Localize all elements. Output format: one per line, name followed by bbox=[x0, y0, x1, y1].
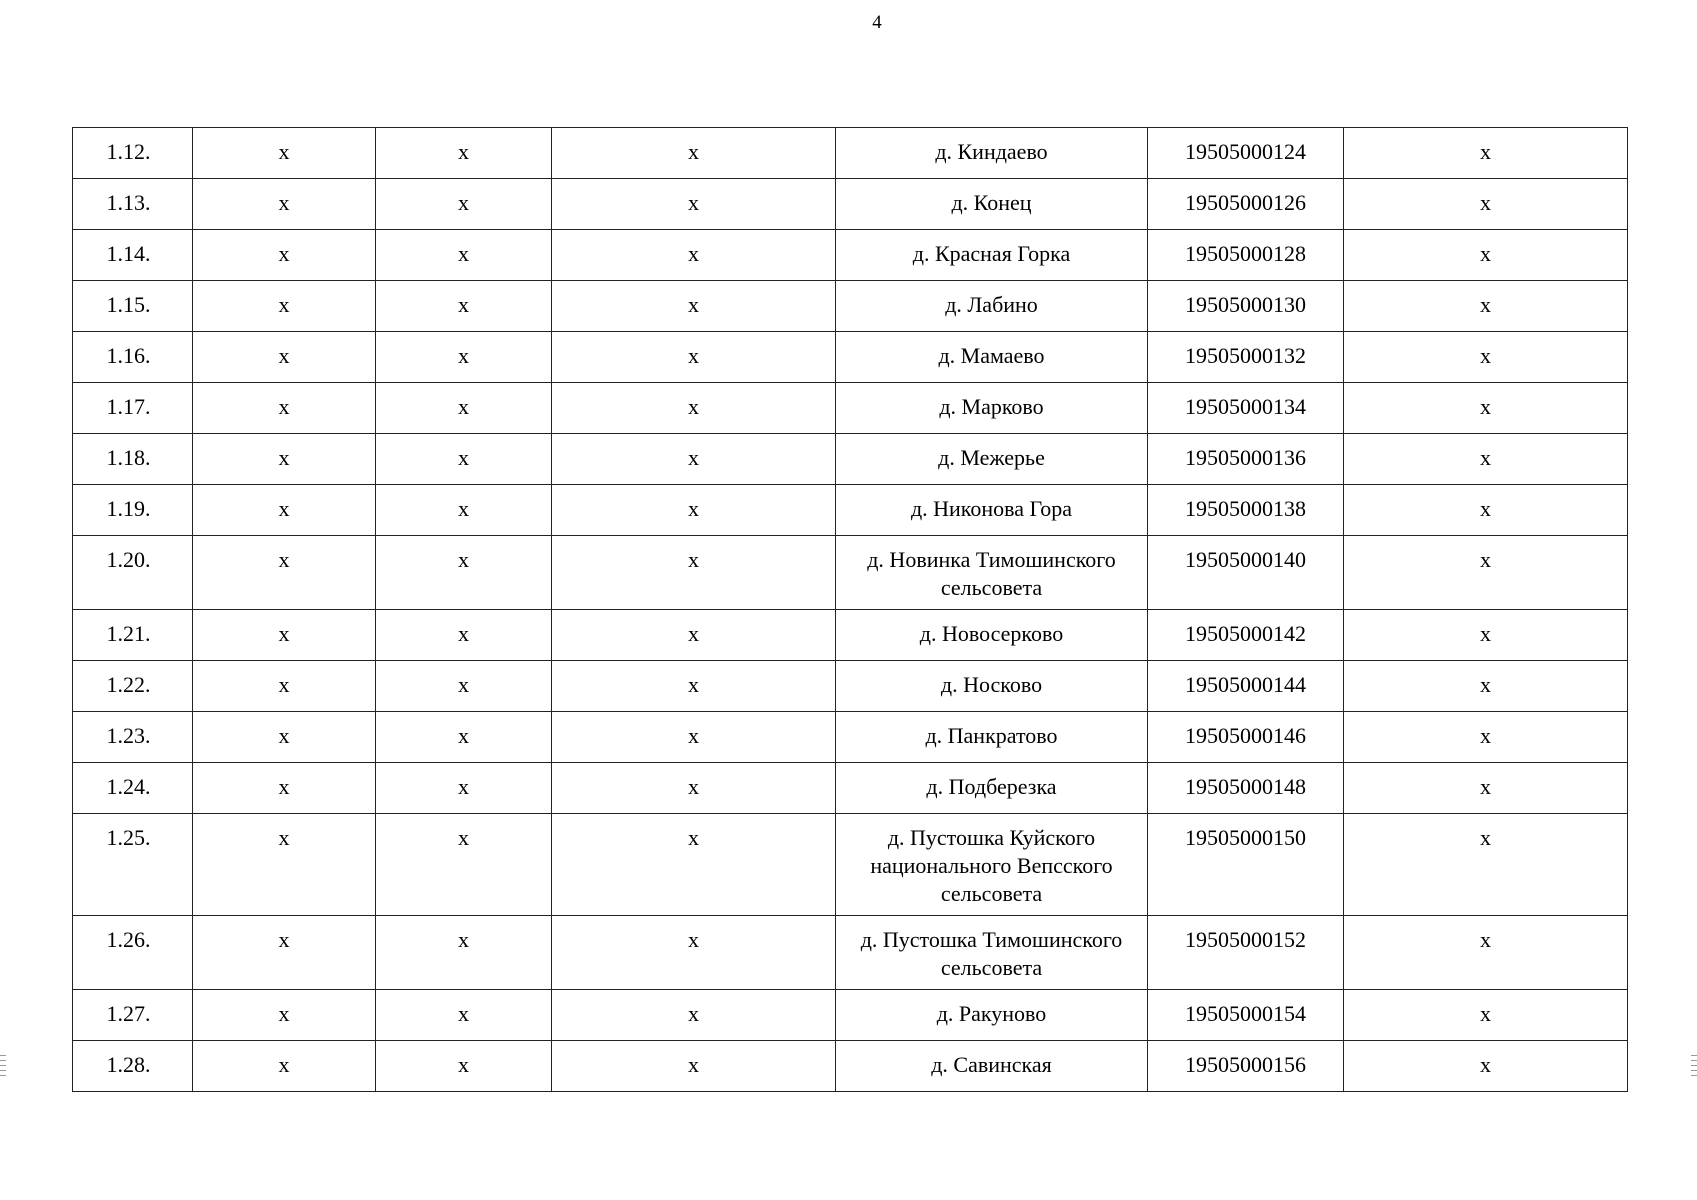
settlement-name-cell: д. Лабино bbox=[836, 281, 1148, 332]
settlements-table bbox=[72, 127, 1628, 1092]
column-7-cell: x bbox=[1344, 916, 1628, 990]
column-2-cell: x bbox=[193, 332, 376, 383]
settlement-name-cell: д. Пустошка Тимошинского сельсовета bbox=[836, 916, 1148, 990]
column-2-cell: x bbox=[193, 610, 376, 661]
column-3-cell: x bbox=[376, 1041, 552, 1092]
column-2-cell: x bbox=[193, 281, 376, 332]
table-row bbox=[73, 1041, 1628, 1092]
column-2-cell: x bbox=[193, 179, 376, 230]
table-row bbox=[73, 332, 1628, 383]
settlement-name-cell: д. Носково bbox=[836, 661, 1148, 712]
column-7-cell: x bbox=[1344, 434, 1628, 485]
oktmo-code-cell: 19505000148 bbox=[1148, 763, 1344, 814]
column-7-cell: x bbox=[1344, 230, 1628, 281]
column-4-cell: x bbox=[552, 814, 836, 916]
column-3-cell: x bbox=[376, 434, 552, 485]
row-number-cell: 1.23. bbox=[73, 712, 193, 763]
page-number: 4 bbox=[872, 12, 882, 33]
row-number-cell: 1.25. bbox=[73, 814, 193, 916]
column-7-cell: x bbox=[1344, 383, 1628, 434]
column-7-cell: x bbox=[1344, 814, 1628, 916]
column-3-cell: x bbox=[376, 179, 552, 230]
table-row bbox=[73, 230, 1628, 281]
settlement-name-cell: д. Мамаево bbox=[836, 332, 1148, 383]
table-row bbox=[73, 179, 1628, 230]
settlement-name-cell: д. Межерье bbox=[836, 434, 1148, 485]
oktmo-code-cell: 19505000152 bbox=[1148, 916, 1344, 990]
oktmo-code-cell: 19505000132 bbox=[1148, 332, 1344, 383]
column-3-cell: x bbox=[376, 128, 552, 179]
settlement-name-cell: д. Пустошка Куйского национального Вепсского сельсовета bbox=[836, 814, 1148, 916]
column-2-cell: x bbox=[193, 230, 376, 281]
row-number-cell: 1.16. bbox=[73, 332, 193, 383]
row-number-cell: 1.21. bbox=[73, 610, 193, 661]
oktmo-code-cell: 19505000138 bbox=[1148, 485, 1344, 536]
settlement-name-cell: д. Подберезка bbox=[836, 763, 1148, 814]
row-number-cell: 1.19. bbox=[73, 485, 193, 536]
settlement-name-cell: д. Никонова Гора bbox=[836, 485, 1148, 536]
column-2-cell: x bbox=[193, 383, 376, 434]
oktmo-code-cell: 19505000154 bbox=[1148, 990, 1344, 1041]
settlement-name-cell: д. Марково bbox=[836, 383, 1148, 434]
oktmo-code-cell: 19505000124 bbox=[1148, 128, 1344, 179]
row-number-cell: 1.15. bbox=[73, 281, 193, 332]
column-3-cell: x bbox=[376, 485, 552, 536]
row-number-cell: 1.22. bbox=[73, 661, 193, 712]
column-3-cell: x bbox=[376, 916, 552, 990]
oktmo-code-cell: 19505000146 bbox=[1148, 712, 1344, 763]
settlement-name-cell: д. Новинка Тимошинского сельсовета bbox=[836, 536, 1148, 610]
table-body bbox=[73, 128, 1628, 1092]
column-7-cell: x bbox=[1344, 990, 1628, 1041]
settlement-name-cell: д. Конец bbox=[836, 179, 1148, 230]
column-4-cell: x bbox=[552, 230, 836, 281]
column-2-cell: x bbox=[193, 1041, 376, 1092]
row-number-cell: 1.14. bbox=[73, 230, 193, 281]
column-4-cell: x bbox=[552, 916, 836, 990]
oktmo-code-cell: 19505000136 bbox=[1148, 434, 1344, 485]
column-4-cell: x bbox=[552, 990, 836, 1041]
oktmo-code-cell: 19505000144 bbox=[1148, 661, 1344, 712]
column-2-cell: x bbox=[193, 128, 376, 179]
row-number-cell: 1.24. bbox=[73, 763, 193, 814]
oktmo-code-cell: 19505000142 bbox=[1148, 610, 1344, 661]
column-3-cell: x bbox=[376, 536, 552, 610]
column-4-cell: x bbox=[552, 610, 836, 661]
column-7-cell: x bbox=[1344, 485, 1628, 536]
settlement-name-cell: д. Новосерково bbox=[836, 610, 1148, 661]
oktmo-code-cell: 19505000130 bbox=[1148, 281, 1344, 332]
column-2-cell: x bbox=[193, 485, 376, 536]
column-4-cell: x bbox=[552, 763, 836, 814]
column-3-cell: x bbox=[376, 281, 552, 332]
oktmo-code-cell: 19505000140 bbox=[1148, 536, 1344, 610]
column-4-cell: x bbox=[552, 434, 836, 485]
column-2-cell: x bbox=[193, 763, 376, 814]
column-2-cell: x bbox=[193, 434, 376, 485]
column-7-cell: x bbox=[1344, 536, 1628, 610]
table-row bbox=[73, 281, 1628, 332]
oktmo-code-cell: 19505000134 bbox=[1148, 383, 1344, 434]
table-row bbox=[73, 990, 1628, 1041]
row-number-cell: 1.26. bbox=[73, 916, 193, 990]
settlement-name-cell: д. Киндаево bbox=[836, 128, 1148, 179]
table-row bbox=[73, 485, 1628, 536]
table-row bbox=[73, 434, 1628, 485]
row-number-cell: 1.12. bbox=[73, 128, 193, 179]
column-2-cell: x bbox=[193, 712, 376, 763]
column-4-cell: x bbox=[552, 128, 836, 179]
column-4-cell: x bbox=[552, 1041, 836, 1092]
column-3-cell: x bbox=[376, 990, 552, 1041]
scan-edge-marks-right bbox=[1691, 1055, 1697, 1080]
column-3-cell: x bbox=[376, 383, 552, 434]
column-3-cell: x bbox=[376, 610, 552, 661]
column-4-cell: x bbox=[552, 332, 836, 383]
table-row bbox=[73, 763, 1628, 814]
column-7-cell: x bbox=[1344, 661, 1628, 712]
scan-edge-marks-left bbox=[0, 1055, 6, 1080]
column-7-cell: x bbox=[1344, 128, 1628, 179]
table-row bbox=[73, 610, 1628, 661]
row-number-cell: 1.18. bbox=[73, 434, 193, 485]
row-number-cell: 1.28. bbox=[73, 1041, 193, 1092]
column-4-cell: x bbox=[552, 536, 836, 610]
table-row bbox=[73, 916, 1628, 990]
column-4-cell: x bbox=[552, 281, 836, 332]
row-number-cell: 1.20. bbox=[73, 536, 193, 610]
row-number-cell: 1.13. bbox=[73, 179, 193, 230]
oktmo-code-cell: 19505000156 bbox=[1148, 1041, 1344, 1092]
settlement-name-cell: д. Красная Горка bbox=[836, 230, 1148, 281]
row-number-cell: 1.27. bbox=[73, 990, 193, 1041]
oktmo-code-cell: 19505000128 bbox=[1148, 230, 1344, 281]
column-7-cell: x bbox=[1344, 763, 1628, 814]
column-2-cell: x bbox=[193, 916, 376, 990]
table-row bbox=[73, 128, 1628, 179]
column-3-cell: x bbox=[376, 230, 552, 281]
column-7-cell: x bbox=[1344, 332, 1628, 383]
column-4-cell: x bbox=[552, 383, 836, 434]
oktmo-code-cell: 19505000126 bbox=[1148, 179, 1344, 230]
column-3-cell: x bbox=[376, 332, 552, 383]
settlement-name-cell: д. Панкратово bbox=[836, 712, 1148, 763]
settlement-name-cell: д. Ракуново bbox=[836, 990, 1148, 1041]
column-7-cell: x bbox=[1344, 712, 1628, 763]
column-7-cell: x bbox=[1344, 281, 1628, 332]
column-2-cell: x bbox=[193, 990, 376, 1041]
column-3-cell: x bbox=[376, 712, 552, 763]
oktmo-code-cell: 19505000150 bbox=[1148, 814, 1344, 916]
column-4-cell: x bbox=[552, 712, 836, 763]
column-4-cell: x bbox=[552, 485, 836, 536]
table-row bbox=[73, 661, 1628, 712]
column-2-cell: x bbox=[193, 536, 376, 610]
column-4-cell: x bbox=[552, 661, 836, 712]
column-7-cell: x bbox=[1344, 1041, 1628, 1092]
table-row bbox=[73, 814, 1628, 916]
column-2-cell: x bbox=[193, 661, 376, 712]
column-3-cell: x bbox=[376, 763, 552, 814]
column-7-cell: x bbox=[1344, 610, 1628, 661]
column-3-cell: x bbox=[376, 661, 552, 712]
column-2-cell: x bbox=[193, 814, 376, 916]
table-row bbox=[73, 536, 1628, 610]
row-number-cell: 1.17. bbox=[73, 383, 193, 434]
table-row bbox=[73, 712, 1628, 763]
column-7-cell: x bbox=[1344, 179, 1628, 230]
column-4-cell: x bbox=[552, 179, 836, 230]
column-3-cell: x bbox=[376, 814, 552, 916]
table-row bbox=[73, 383, 1628, 434]
settlement-name-cell: д. Савинская bbox=[836, 1041, 1148, 1092]
